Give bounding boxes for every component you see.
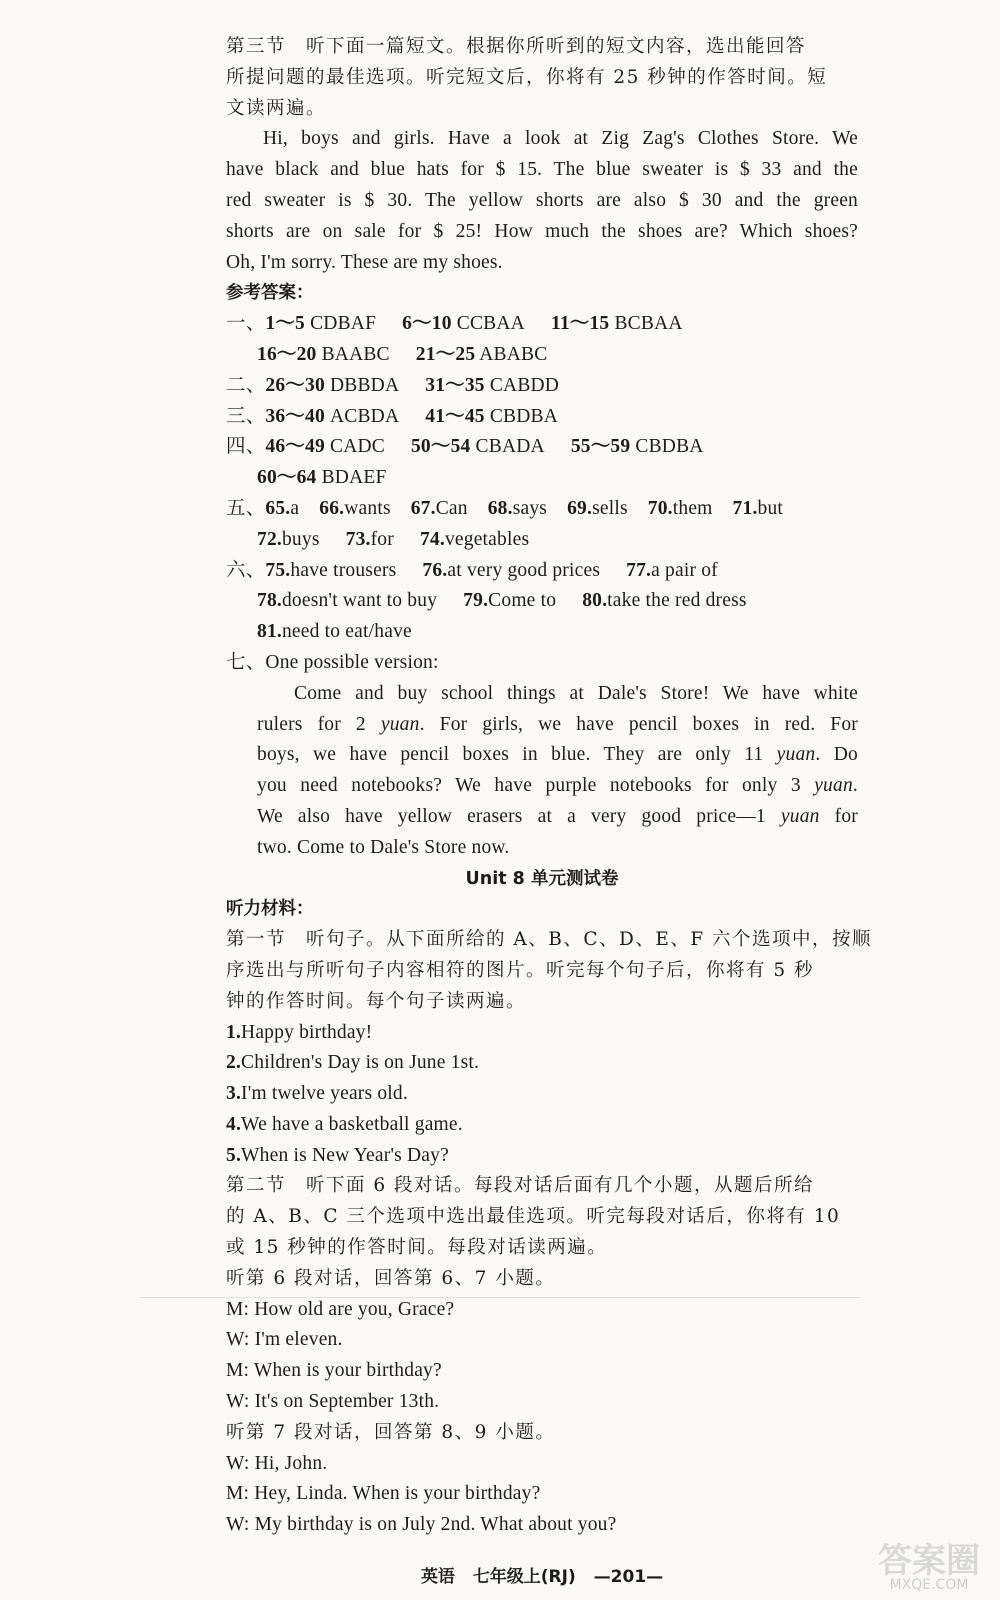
answer-number: 16～20 (257, 343, 317, 365)
answer-value: CBDBA (484, 405, 559, 427)
answer-value: doesn't want to buy (281, 590, 438, 612)
answer-prefix-er: 二、 (226, 374, 266, 396)
answer-number: 77. (626, 559, 652, 581)
sentence-text: Children's Day is on June 1st. (241, 1052, 480, 1074)
answer-item (463, 590, 556, 611)
sec2-intro-line-3: 或 15 秒钟的作答时间。每段对话读两遍。 (226, 1237, 608, 1259)
answer-row-yi-2 (226, 340, 858, 371)
answer-number: 55～59 (570, 436, 631, 458)
answer-value: have trousers (290, 559, 397, 581)
answer-item (346, 529, 394, 550)
answer-number: 65. (265, 497, 291, 519)
passage-line-3: red sweater is $ 30. The yellow shorts are also $ 30 and the green (226, 189, 858, 211)
answer-group (257, 467, 387, 488)
sentence-3 (226, 1079, 858, 1110)
essay-line-3 (226, 740, 858, 771)
essay-text: boys, we have pencil boxes in blue. They are only 11 (257, 744, 777, 766)
essay-line-6: two. Come to Dale's Store now. (257, 836, 510, 858)
answer-group (265, 406, 558, 427)
answer-item (648, 498, 713, 519)
sec2-intro-line-2: 的 A、B、C 三个选项中选出最佳选项。听完每段对话后，你将有 10 (226, 1206, 841, 1228)
sentence-1 (226, 1018, 858, 1049)
passage-line-1: Hi, boys and girls. Have a look at Zig Zag's Clothes Store. We (263, 128, 858, 150)
essay-text: you need notebooks? We have purple notebooks for only 3 (257, 775, 815, 797)
answer-number: 6～10 (402, 313, 452, 335)
answer-prefix-wu: 五、 (226, 497, 266, 519)
answer-number: 67. (410, 497, 436, 519)
answer-value: CDBAF (305, 313, 377, 335)
answer-row-er (226, 371, 858, 402)
answer-value: need to eat/have (281, 621, 412, 643)
answer-prefix-si: 四、 (226, 436, 266, 458)
answer-number: 80. (582, 590, 608, 612)
answer-row-si-1 (226, 432, 858, 463)
sentence-2 (226, 1048, 858, 1079)
answer-item (411, 498, 468, 519)
answer-item (265, 313, 376, 334)
answer-number: 76. (422, 559, 448, 581)
answer-group (257, 529, 529, 550)
sec2-intro-line-1: 第二节 听下面 6 段对话。每段对话后面有几个小题，从题后所给 (226, 1175, 815, 1197)
answer-item (626, 560, 718, 581)
answer-number: 75. (265, 559, 291, 581)
answer-value: buys (281, 528, 320, 550)
answer-value: CABDD (484, 374, 560, 396)
answer-number: 66. (319, 497, 345, 519)
footer-page-number: —201— (593, 1567, 664, 1587)
answer-value: BAABC (316, 343, 390, 365)
dialog7-line-3: W: My birthday is on July 2nd. What about you? (226, 1514, 617, 1536)
answer-prefix-yi: 一、 (226, 313, 266, 335)
answer-prefix-qi: 七、 (226, 651, 266, 673)
answer-value: take the red dress (607, 590, 747, 612)
answer-row-liu-1 (226, 556, 858, 587)
answer-item (265, 498, 299, 519)
dialog6-title: 听第 6 段对话，回答第 6、7 小题。 (226, 1267, 556, 1289)
answer-prefix-san: 三、 (226, 405, 266, 427)
essay-italic-yuan: yuan (814, 775, 853, 797)
sentence-text: When is New Year's Day? (241, 1144, 449, 1166)
sentence-text: I'm twelve years old. (241, 1083, 408, 1105)
answer-number: 1～5 (265, 313, 306, 335)
answer-item (257, 590, 437, 611)
answer-item (567, 498, 628, 519)
essay-text: for (819, 805, 858, 827)
essay-italic-yuan: yuan (380, 713, 420, 735)
passage-line-4: shorts are on sale for $ 25! How much the shoes are? Which shoes? (226, 220, 858, 242)
answer-value: DBBDA (324, 374, 400, 396)
answer-row-liu-2 (226, 586, 858, 617)
essay-line-5 (226, 802, 858, 833)
answer-item (551, 313, 683, 334)
answer-item (402, 313, 525, 334)
answer-group (257, 590, 747, 611)
passage-line-2: have black and blue hats for $ 15. The blue sweater is $ 33 and the (226, 159, 858, 181)
answer-row-wu-2 (226, 525, 858, 556)
answer-number: 50～54 (410, 436, 471, 458)
answer-value: but (757, 497, 784, 519)
essay-text: rulers for 2 (257, 713, 381, 735)
answer-item (488, 498, 547, 519)
answer-item (420, 529, 529, 550)
answer-number: 36～40 (265, 405, 325, 427)
sec3-intro-line-3: 文读两遍。 (226, 97, 327, 119)
answer-row-liu-3 (226, 617, 858, 648)
sentence-4 (226, 1110, 858, 1141)
answer-number: 21～25 (415, 343, 476, 365)
answer-number: 46～49 (265, 436, 325, 458)
answer-row-san (226, 402, 858, 433)
dialog6-line-3: M: When is your birthday? (226, 1360, 442, 1382)
answer-item (257, 621, 412, 642)
answer-item (257, 467, 387, 488)
watermark-line-2: MXQE.COM (889, 1577, 969, 1593)
answer-value: CCBAA (451, 313, 525, 335)
sentence-number: 1. (226, 1021, 242, 1043)
answer-row-yi-1 (226, 309, 858, 340)
answer-number: 26～30 (265, 374, 325, 396)
answer-number: 73. (345, 528, 371, 550)
answer-item (733, 498, 784, 519)
answer-value: BDAEF (316, 467, 387, 489)
answer-value: BCBAA (609, 313, 683, 335)
answer-group (265, 375, 559, 396)
answer-value: them (672, 497, 713, 519)
passage-line-5: Oh, I'm sorry. These are my shoes. (226, 251, 503, 273)
page-footer (226, 1562, 858, 1587)
answer-number: 41～45 (425, 405, 485, 427)
answer-value: CBDBA (630, 436, 704, 458)
dialog6-line-1: M: How old are you, Grace? (226, 1298, 455, 1320)
answer-group (265, 436, 703, 457)
dialog7-line-1: W: Hi, John. (226, 1452, 328, 1474)
sec1-intro-line-2: 序选出与所听句子内容相符的图片。听完每个句子后，你将有 5 秒 (226, 959, 815, 981)
answer-title: 参考答案： (226, 283, 314, 304)
answer-item (265, 406, 399, 427)
essay-text: . (852, 775, 858, 797)
answer-item (265, 436, 385, 457)
answer-number: 74. (419, 528, 445, 550)
answer-item (411, 436, 545, 457)
answer-value: a (290, 497, 300, 519)
answer-value: for (370, 528, 394, 550)
answer-item (425, 406, 558, 427)
answer-item (582, 590, 747, 611)
essay-text: . For girls, we have pencil boxes in red. For (419, 713, 858, 735)
footer-subject: 英语 (420, 1567, 455, 1587)
answer-value: wants (344, 497, 391, 519)
answer-value: a pair of (651, 559, 718, 581)
listening-title: 听力材料： (226, 899, 314, 920)
answer-value: vegetables (444, 528, 530, 550)
sec3-intro-line-1: 第三节 听下面一篇短文。根据你所听到的短文内容，选出能回答 (226, 36, 807, 57)
answer-number: 11～15 (550, 313, 610, 335)
answer-prefix-liu: 六、 (226, 559, 266, 581)
sec1-intro-line-3: 钟的作答时间。每个句子读两遍。 (226, 990, 527, 1012)
essay-italic-yuan: yuan (776, 744, 816, 766)
answer-item (265, 560, 396, 581)
answer-value: CADC (324, 436, 385, 458)
answer-qi-label: One possible version: (265, 651, 439, 673)
answer-row-qi (226, 648, 858, 679)
watermark-line-1: 答案圈 (878, 1541, 980, 1581)
answer-item (257, 344, 390, 365)
dialog7-title: 听第 7 段对话，回答第 8、9 小题。 (226, 1421, 556, 1443)
answer-number: 79. (463, 590, 489, 612)
watermark-logo (878, 1541, 980, 1593)
answer-group (257, 344, 547, 365)
essay-text: . Do (815, 744, 858, 766)
sentence-5 (226, 1141, 858, 1172)
answer-item (265, 375, 399, 396)
document-page (226, 32, 873, 1541)
sentence-text: We have a basketball game. (241, 1113, 463, 1135)
dialog7-line-2: M: Hey, Linda. When is your birthday? (226, 1483, 541, 1505)
answer-group (257, 621, 412, 642)
sentence-number: 4. (226, 1113, 242, 1135)
sentence-number: 5. (226, 1144, 242, 1166)
answer-value: Can (435, 497, 468, 519)
answer-number: 72. (257, 528, 282, 550)
answer-number: 69. (567, 497, 593, 519)
answer-value: ACBDA (324, 405, 400, 427)
answer-item (571, 436, 704, 457)
answer-item (416, 344, 548, 365)
footer-grade: 七年级上(RJ) (472, 1567, 576, 1587)
answer-group (265, 560, 717, 581)
answer-number: 71. (732, 497, 758, 519)
answer-value: says (512, 497, 548, 519)
answer-group (265, 313, 682, 334)
sentence-number: 2. (226, 1052, 242, 1074)
answer-value: CBADA (470, 436, 545, 458)
answer-row-wu-1 (226, 494, 858, 525)
answer-number: 60～64 (257, 467, 317, 489)
essay-italic-yuan: yuan (780, 805, 820, 827)
answer-number: 31～35 (425, 374, 485, 396)
essay-line-2 (226, 710, 858, 741)
answer-number: 68. (487, 497, 513, 519)
unit-title: Unit 8 单元测试卷 (465, 868, 619, 889)
answer-item (422, 560, 600, 581)
answer-item (425, 375, 559, 396)
sec1-intro-line-1: 第一节 听句子。从下面所给的 A、B、C、D、E、F 六个选项中，按顺 (226, 929, 873, 951)
answer-item (319, 498, 390, 519)
answer-value: at very good prices (447, 559, 601, 581)
answer-value: Come to (488, 590, 557, 612)
sec3-intro-line-2: 所提问题的最佳选项。听完短文后，你将有 25 秒钟的作答时间。短 (226, 66, 828, 88)
essay-line-1: Come and buy school things at Dale's Store! We have white (294, 682, 858, 704)
answer-value: ABABC (475, 343, 548, 365)
sentence-number: 3. (226, 1083, 242, 1105)
essay-line-4 (226, 771, 858, 802)
dialog6-line-2: W: I'm eleven. (226, 1329, 343, 1351)
essay-text: We also have yellow erasers at a very good price—1 (257, 805, 781, 827)
dialog6-line-4: W: It's on September 13th. (226, 1391, 440, 1413)
answer-row-si-2 (226, 463, 858, 494)
answer-number: 78. (257, 590, 282, 612)
answer-group (265, 498, 783, 519)
sentence-text: Happy birthday! (241, 1021, 373, 1043)
answer-number: 70. (647, 497, 673, 519)
answer-item (257, 529, 320, 550)
answer-number: 81. (257, 621, 282, 643)
answer-value: sells (592, 497, 628, 519)
